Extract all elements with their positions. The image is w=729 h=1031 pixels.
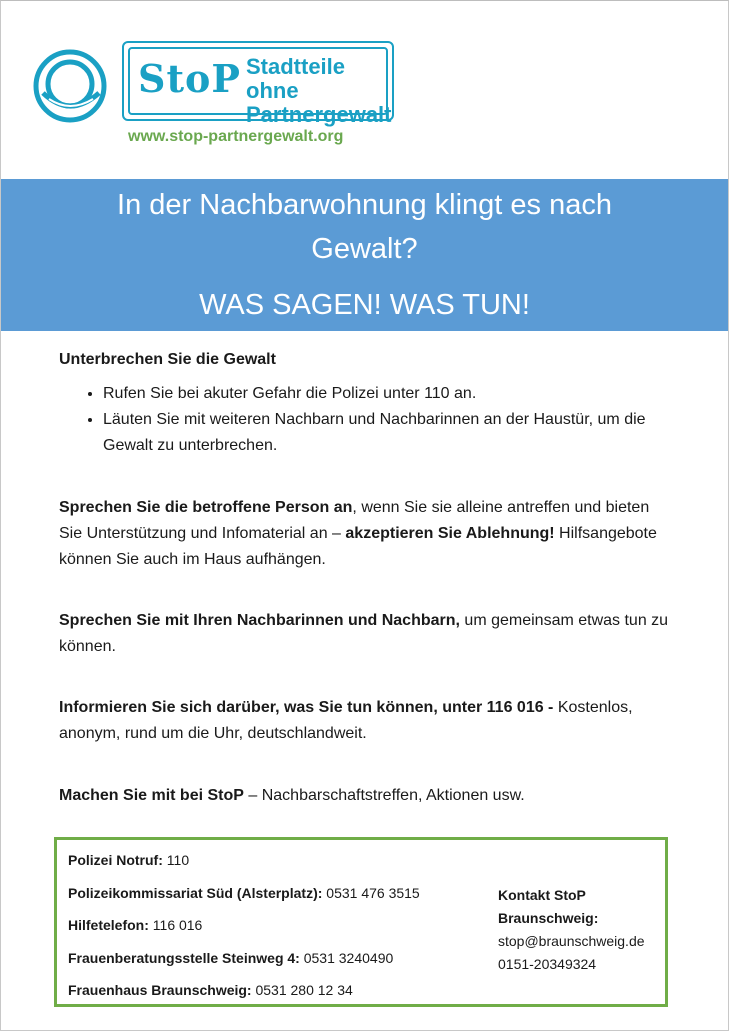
bold-text: akzeptieren Sie Ablehnung!: [345, 525, 555, 542]
main-content: [59, 347, 674, 809]
contact-value: 116 016: [148, 917, 203, 933]
logo-tagline-line1: Stadtteile ohne: [246, 54, 346, 103]
bold-text: Sprechen Sie die betroffene Person an: [59, 499, 353, 516]
headline-banner: [1, 179, 728, 331]
contact-value: 110: [162, 852, 190, 868]
contact-box: [54, 837, 668, 1007]
paragraph-speak-person: [59, 495, 674, 573]
contact-row: [68, 850, 488, 883]
contact-label: Polizei Notruf:: [68, 852, 163, 868]
contact-label: Frauenberatungsstelle Steinweg 4:: [68, 949, 300, 966]
contact-row: [68, 915, 488, 948]
contact-label: Frauenhaus Braunschweig:: [68, 982, 252, 998]
bold-text: Machen Sie mit bei StoP: [59, 787, 244, 804]
website-link[interactable]: www.stop-partnergewalt.org: [128, 128, 344, 145]
contact-row: [68, 948, 488, 981]
body-text: Hilfsangebote können Sie auch im Haus aufhängen.: [59, 525, 657, 568]
paragraph-speak-neighbors: [59, 608, 674, 660]
banner-subtitle: WAS SAGEN! WAS TUN!: [199, 289, 530, 321]
body-text: – Nachbarschaftstreffen, Aktionen usw.: [243, 787, 525, 804]
body-text: , wenn Sie sie alleine antreffen und bieten Sie Unterstützung und Infomaterial an –: [59, 499, 650, 542]
section-heading-interrupt: Unterbrechen Sie die Gewalt: [59, 351, 276, 368]
contact-row: [68, 980, 488, 1013]
list-item: • Läuten Sie mit weiteren Nachbarn und Nachbarinnen an der Haustür, um die Gewalt zu unterbrechen.: [103, 407, 674, 459]
paragraph-join: [59, 783, 674, 809]
stop-contact-email[interactable]: stop@braunschweig.de: [498, 933, 645, 949]
logo-tagline: [246, 54, 392, 127]
interrupt-bullet-list: [59, 381, 674, 459]
body-text: um gemeinsam etwas tun zu können.: [59, 612, 669, 655]
contact-label: Polizeikommissariat Süd (Alsterplatz):: [68, 884, 323, 901]
contact-list: [68, 850, 488, 1013]
banner-title: In der Nachbarwohnung klingt es nach Gewalt?: [117, 189, 612, 265]
contact-label: Hilfetelefon:: [68, 917, 149, 933]
stop-contact-phone: 0151-20349324: [498, 956, 597, 972]
contact-row: [68, 883, 488, 916]
contact-value: 0531 280 12 34: [251, 982, 353, 998]
contact-value: 0531 476 3515: [322, 884, 420, 901]
stop-contact-heading-line2: Braunschweig:: [498, 910, 599, 926]
body-text: Kostenlos, anonym, rund um die Uhr, deutschlandweit.: [59, 699, 633, 742]
list-item: • Rufen Sie bei akuter Gefahr die Polizei unter 110 an.: [103, 381, 674, 407]
contact-value: 0531 3240490: [299, 949, 394, 966]
stop-contact: [498, 884, 668, 976]
logo-tagline-line2: Partnergewalt: [246, 102, 392, 127]
stop-contact-heading-line1: Kontakt StoP: [498, 887, 586, 903]
stop-circle-logo-icon: [33, 49, 107, 123]
logo-brand: StoP: [138, 56, 241, 101]
stop-logo: [122, 41, 394, 127]
bold-text: Sprechen Sie mit Ihren Nachbarinnen und Nachbarn,: [59, 612, 460, 629]
bold-text: Informieren Sie sich darüber, was Sie tun können, unter 116 016 -: [59, 699, 554, 716]
paragraph-inform: [59, 695, 674, 747]
